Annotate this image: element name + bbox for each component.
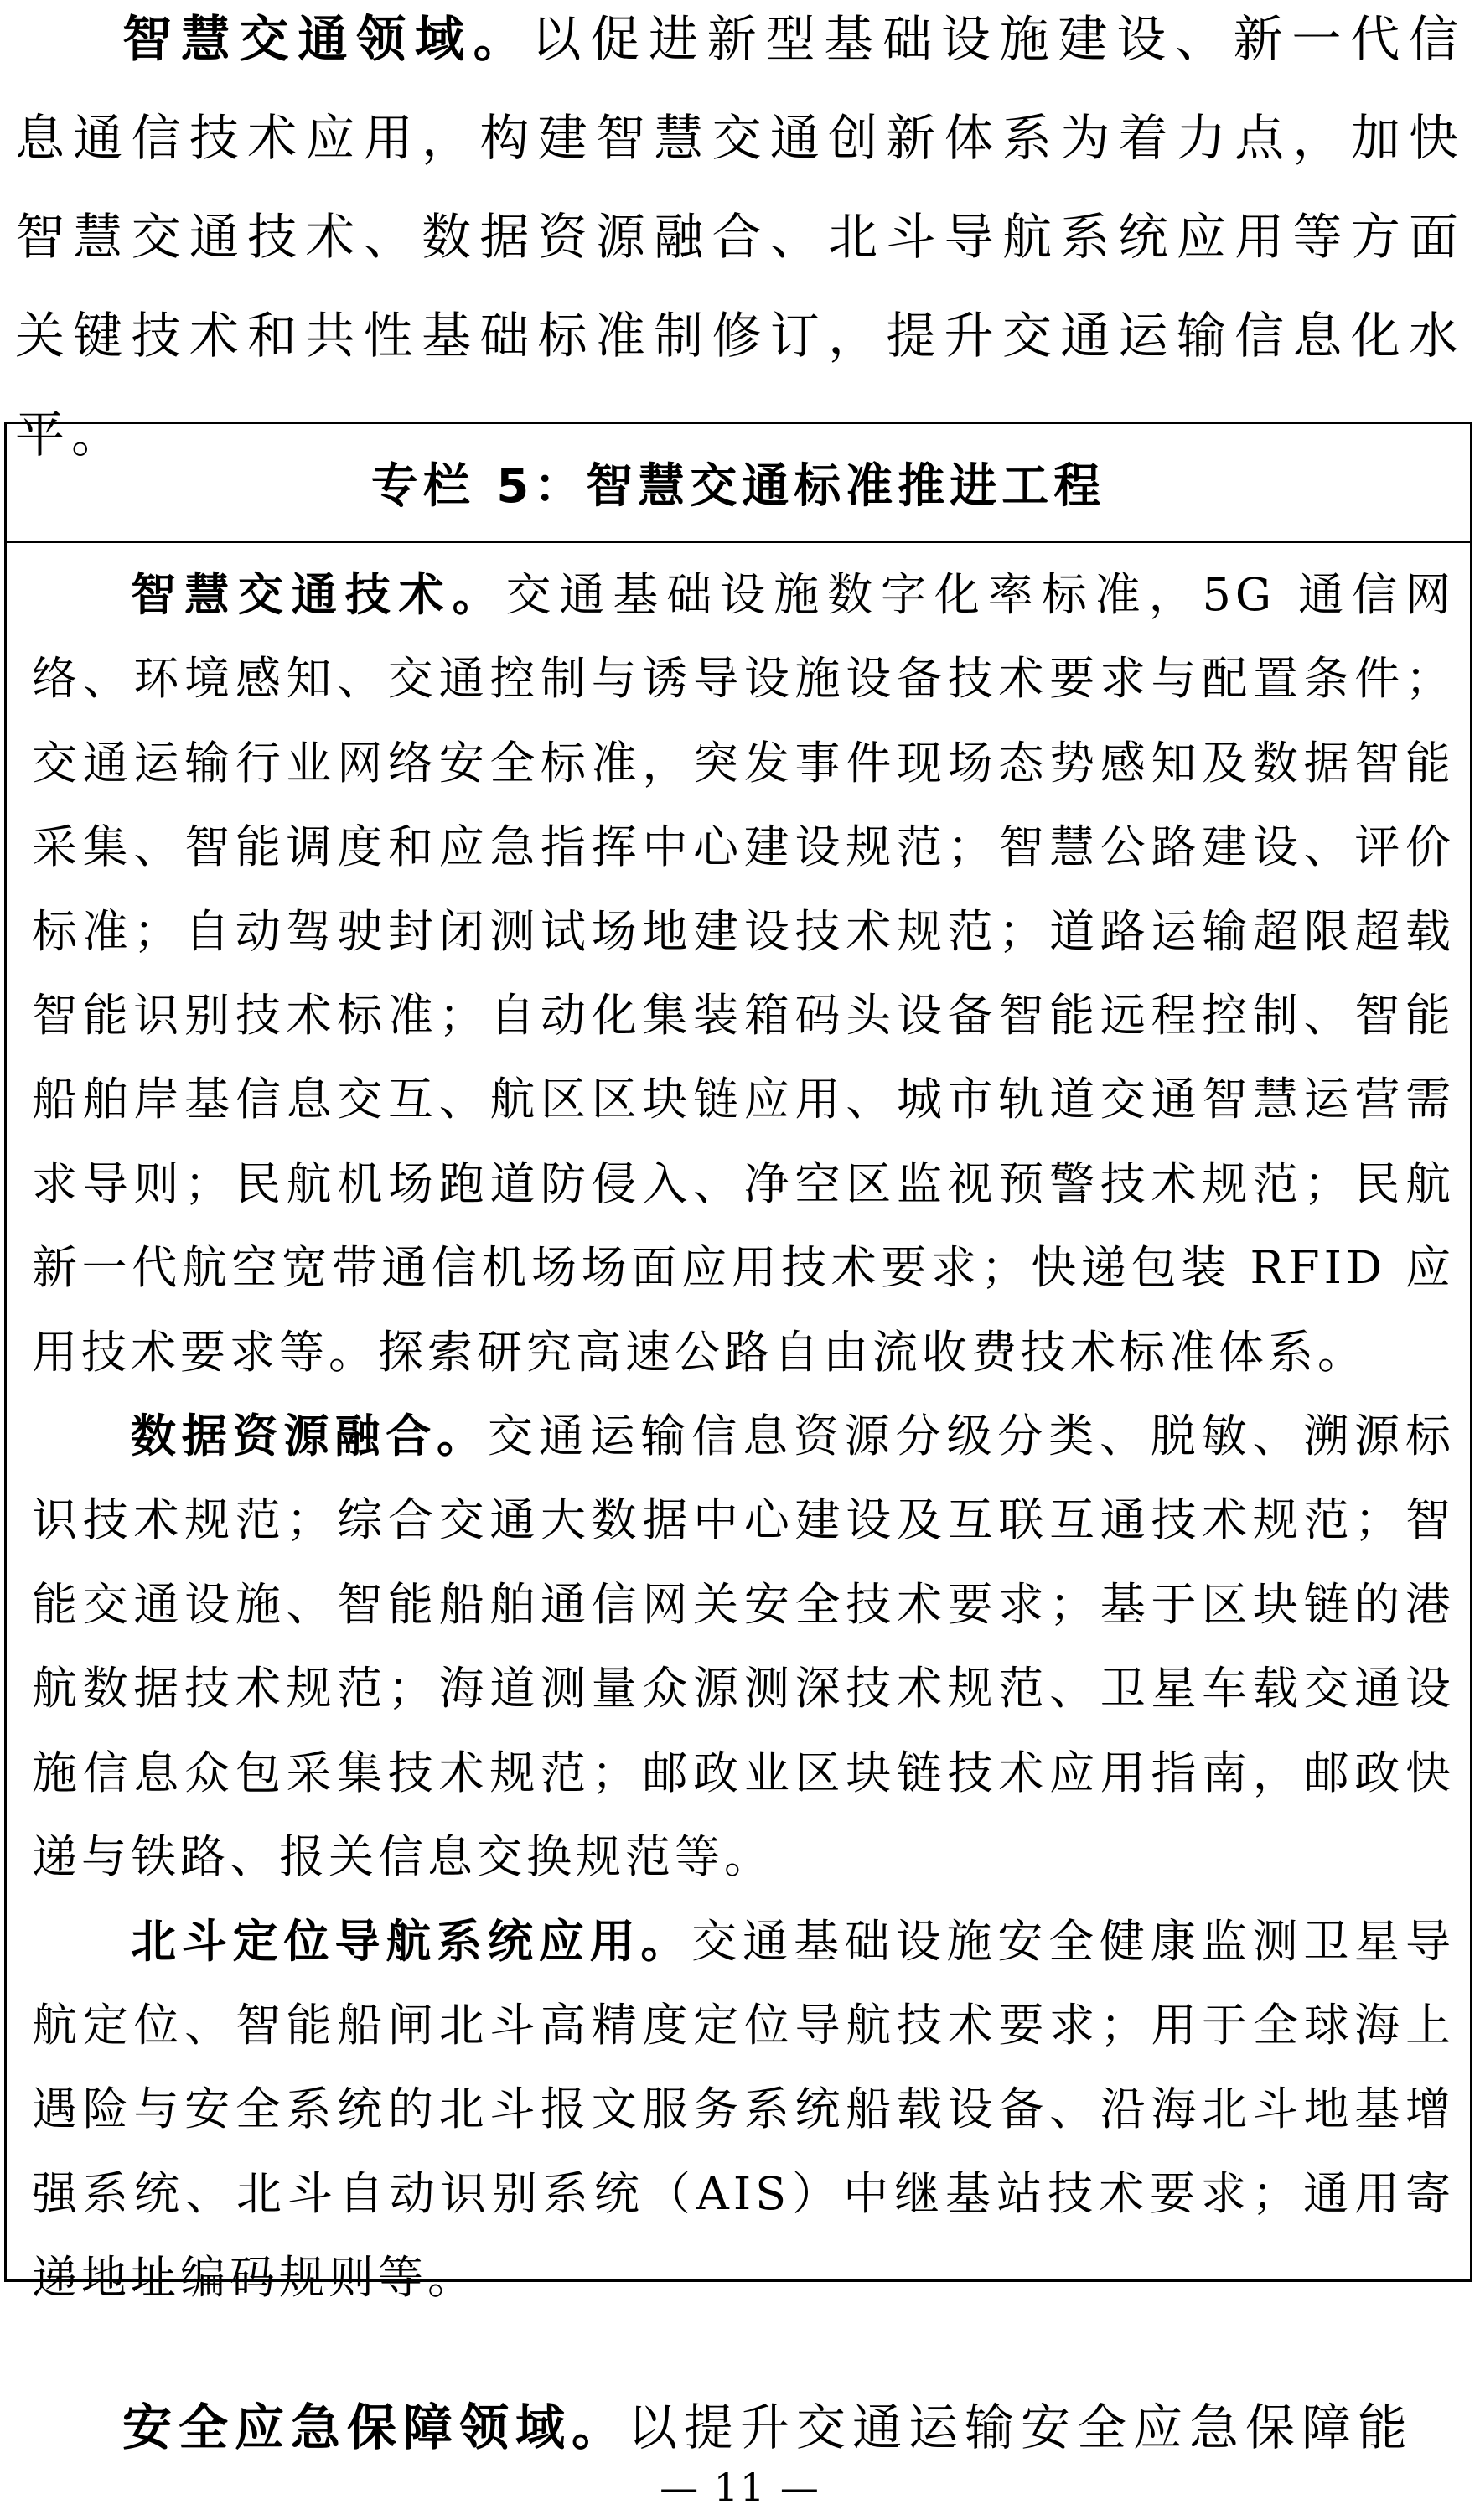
column-item-text: 交通基础设施安全健康监测卫星导航定位、智能船闸北斗高精度定位导航技术要求；用于全球海上遇险与安全系统的北斗报文服务系统船载设备、沿海北斗地基增强系统、北斗自动识别系统（AIS）中继基站技术要求；通用寄递地址编码规则等。	[32, 1914, 1456, 2305]
column-box-title: 专栏 5：智慧交通标准推进工程	[370, 458, 1106, 514]
column-box	[4, 422, 1472, 2305]
paragraph-smart-transport	[15, 0, 1465, 484]
paragraph-lead: 安全应急保障领域。	[122, 2398, 629, 2456]
paragraph-text: 以提升交通运输安全应急保障能	[628, 2398, 1415, 2456]
column-item-lead: 智慧交通技术。	[131, 568, 506, 621]
column-box-header	[7, 424, 1470, 543]
paragraph-lead: 智慧交通领域。	[122, 10, 532, 68]
column-item-beidou	[32, 1900, 1455, 2321]
column-item-lead: 北斗定位导航系统应用。	[131, 1914, 692, 1968]
column-item-smart-tech	[32, 553, 1455, 1395]
column-item-lead: 数据资源融合。	[131, 1410, 488, 1463]
column-item-text: 交通基础设施数字化率标准，5G 通信网络、环境感知、交通控制与诱导设施设备技术要求与配置条件；交通运输行业网络安全标准，突发事件现场态势感知及数据智能采集、智能调度和应急指挥中心建设规范；智慧公路建设、评价标准；自动驾驶封闭测试场地建设技术规范；道路运输超限超载智能识别技术标准；自动化集装箱码头设备智能远程控制、智能船舶岸基信息交互、航区区块链应用、城市轨道交通智慧运营需求导则；民航机场跑道防侵入、净空区监视预警技术规范；民航新一代航空宽带通信机场场面应用技术要求；快递包装 RFID 应用技术要求等。探索研究高速公路自由流收费技术标准体系。	[32, 568, 1455, 1379]
column-item-text: 交通运输信息资源分级分类、脱敏、溯源标识技术规范；综合交通大数据中心建设及互联互通技术规范；智能交通设施、智能船舶通信网关安全技术要求；基于区块链的港航数据技术规范；海道测量众源测深技术规范、卫星车载交通设施信息众包采集技术规范；邮政业区块链技术应用指南，邮政快递与铁路、报关信息交换规范等。	[32, 1410, 1456, 1884]
column-box-body	[7, 543, 1470, 2321]
column-item-data-fusion	[32, 1395, 1455, 1899]
page-number: — 11 —	[660, 2465, 820, 2510]
paragraph-text: 以促进新型基础设施建设、新一代信息通信技术应用，构建智慧交通创新体系为着力点，加快智慧交通技术、数据资源融合、北斗导航系统应用等方面关键技术和共性基础标准制修订，提升交通运输信息化水平。	[15, 10, 1465, 463]
